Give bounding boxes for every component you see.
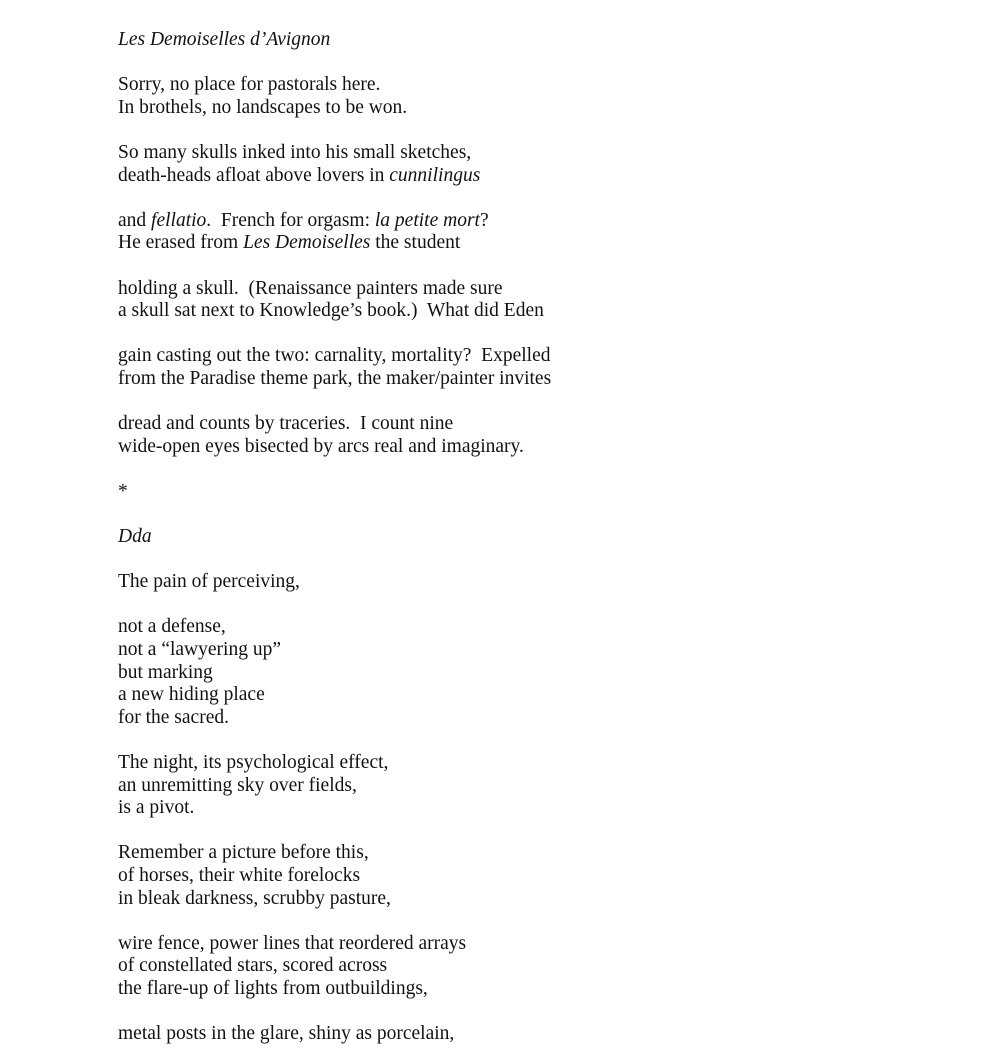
- text-segment: an unremitting sky over fields,: [118, 774, 357, 796]
- poem-line: [118, 97, 940, 120]
- poem-line: [118, 436, 940, 459]
- poem-line: [118, 616, 940, 639]
- poem-line: [118, 797, 940, 820]
- poem-title: Dda: [118, 526, 152, 548]
- text-segment: death-heads afloat above lovers in: [118, 164, 390, 186]
- text-segment: is a pivot.: [118, 797, 195, 819]
- poem-line: [118, 865, 940, 888]
- italic-segment: fellatio: [151, 209, 207, 231]
- poem-line: [118, 684, 940, 707]
- poem-line: [118, 413, 940, 436]
- stanza: [118, 616, 940, 729]
- poem-line: [118, 165, 940, 188]
- text-segment: The night, its psychological effect,: [118, 752, 389, 773]
- text-segment: So many skulls inked into his small sketches,: [118, 141, 472, 163]
- poem-title: Les Demoiselles d’Avignon: [118, 29, 331, 50]
- poem-line: [118, 933, 940, 956]
- stanza: [118, 74, 940, 119]
- text-segment: wire fence, power lines that reordered arrays: [118, 932, 467, 954]
- stanza: [118, 571, 940, 594]
- stanza: [118, 142, 940, 187]
- text-segment: of horses, their white forelocks: [118, 864, 361, 886]
- poem-line: [118, 368, 940, 391]
- document-body: [118, 29, 940, 1046]
- italic-segment: la petite mort: [374, 209, 480, 231]
- poem-line: [118, 345, 940, 368]
- text-segment: . French for orgasm:: [206, 209, 375, 231]
- poem-line: [118, 278, 940, 301]
- stanza: [118, 210, 940, 255]
- text-segment: a skull sat next to Knowledge’s book.) What did Eden: [118, 300, 544, 322]
- text-segment: from the Paradise theme park, the maker/painter invites: [118, 367, 552, 389]
- poem-line: [118, 210, 940, 233]
- text-segment: metal posts in the glare, shiny as porcelain,: [118, 1023, 455, 1045]
- text-segment: Remember a picture before this,: [118, 842, 369, 864]
- text-segment: for the sacred.: [118, 706, 229, 728]
- stanza: [118, 278, 940, 323]
- poem-line: [118, 232, 940, 255]
- text-segment: and: [118, 209, 152, 231]
- stanza: [118, 413, 940, 458]
- text-segment: dread and counts by traceries. I count nine: [118, 413, 454, 435]
- text-segment: the flare-up of lights from outbuildings,: [118, 977, 428, 999]
- stanza: [118, 933, 940, 1001]
- poem-line: [118, 571, 940, 594]
- text-segment: not a “lawyering up”: [118, 639, 281, 661]
- poem-line: [118, 775, 940, 798]
- italic-segment: Les Demoiselles: [243, 232, 371, 254]
- text-segment: of constellated stars, scored across: [118, 955, 388, 977]
- poem-line: [118, 639, 940, 662]
- poem-line: [118, 955, 940, 978]
- poem-line: [118, 300, 940, 323]
- poem-line: [118, 888, 940, 911]
- text-segment: The pain of perceiving,: [118, 571, 300, 593]
- text-segment: a new hiding place: [118, 684, 265, 706]
- stanza: [118, 842, 940, 910]
- poem-line: [118, 978, 940, 1001]
- text-segment: the student: [370, 232, 461, 254]
- stanza: [118, 1023, 940, 1046]
- text-segment: ?: [479, 209, 489, 231]
- text-segment: not a defense,: [118, 616, 226, 638]
- poem-line: [118, 707, 940, 730]
- text-segment: gain casting out the two: carnality, mortality? Expelled: [118, 345, 551, 367]
- poem-line: [118, 842, 940, 865]
- text-segment: In brothels, no landscapes to be won.: [118, 96, 408, 118]
- stanza: [118, 752, 940, 820]
- text-segment: holding a skull. (Renaissance painters made sure: [118, 277, 503, 299]
- poem-line: [118, 74, 940, 97]
- italic-segment: cunnilingus: [389, 164, 481, 186]
- text-segment: but marking: [118, 661, 213, 683]
- poem-line: [118, 1023, 940, 1046]
- text-segment: in bleak darkness, scrubby pasture,: [118, 887, 391, 909]
- poem-line: [118, 142, 940, 165]
- poem-line: [118, 662, 940, 685]
- text-segment: He erased from: [118, 232, 244, 254]
- text-segment: wide-open eyes bisected by arcs real and imaginary.: [118, 435, 524, 457]
- stanza: [118, 345, 940, 390]
- section-separator: *: [118, 480, 128, 502]
- poem-line: [118, 752, 940, 775]
- text-segment: Sorry, no place for pastorals here.: [118, 74, 381, 96]
